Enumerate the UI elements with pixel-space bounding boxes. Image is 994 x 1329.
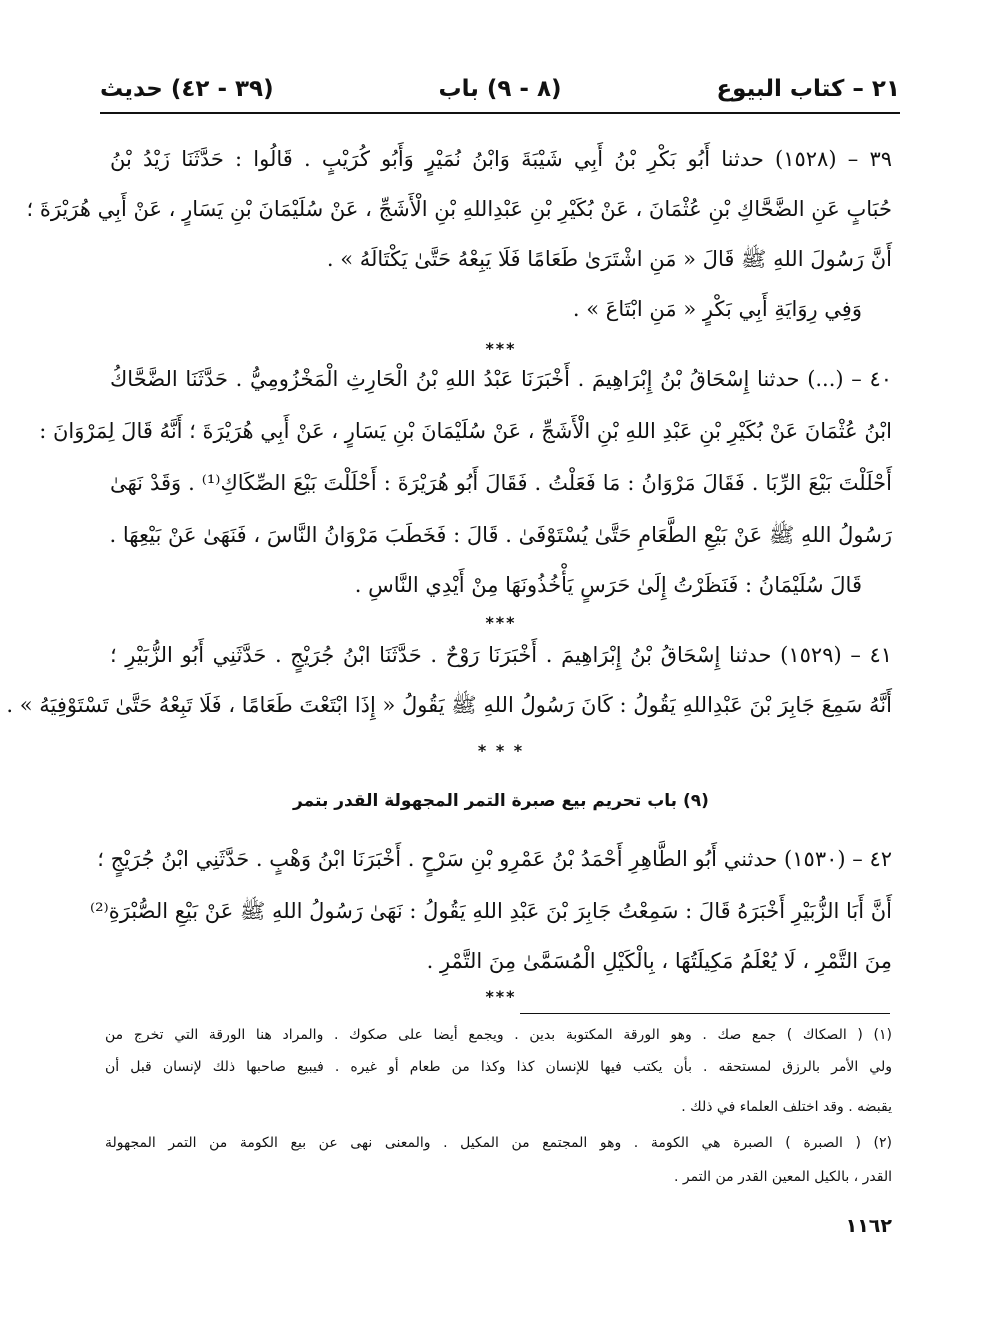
hadith-42-line-1: ٤٢ – (١٥٣٠) حدثني أَبُو الطَّاهِرِ أَحْمَدُ بْنُ عَمْرِو بْنِ سَرْحٍ . أَخْبَرَنَا ابْنُ وَهْبٍ . حَدَّثَنِي ابْنُ جُرَيْجٍ ؛ — [97, 847, 892, 871]
hadith-39-line-3: أَنَّ رَسُولَ اللهِ ﷺ قَالَ « مَنِ اشْتَرَىٰ طَعَامًا فَلَا يَبِعْهُ حَتَّىٰ يَكْتَالَهُ » . — [326, 247, 892, 271]
hadith-42-line-2: أَنَّ أَبَا الزُّبَيْرِ أَخْبَرَهُ قَالَ : سَمِعْتُ جَابِرَ بْنَ عَبْدِ اللهِ يَقُولُ : نَهَىٰ رَسُولُ اللهِ ﷺ عَنْ بَيْعِ الصُّبْرَةِ⁽²⁾ — [89, 899, 892, 923]
hadith-40-line-3: أَحْلَلْتَ بَيْعَ الرِّبَا . فَقَالَ مَرْوَانُ : مَا فَعَلْتُ . فَقَالَ أَبُو هُرَيْرَةَ : أَحْلَلْتَ بَيْعَ الصِّكَاكِ⁽¹⁾ . وَقَدْ نَهَىٰ — [110, 471, 892, 495]
header-book-title: ٢١ – كتاب البيوع — [716, 76, 900, 102]
footnote-1-line-2: ولي الأمر بالرزق لمستحقه . بأن يكتب فيها للإنسان كذا وكذا من طعام أو غيره . فيبيع صاحبها ذلك لإنسان قبل أن — [105, 1059, 892, 1075]
hadith-39-line-1: ٣٩ – (١٥٢٨) حدثنا أَبُو بَكْرِ بْنُ أَبِي شَيْبَةَ وَابْنُ نُمَيْرٍ وَأَبُو كُرَيْبٍ . قَالُوا : حَدَّثَنَا زَيْدُ بْنُ — [110, 147, 893, 171]
section-separator: *** — [485, 613, 517, 632]
page-number: ١١٦٢ — [845, 1215, 892, 1237]
footnote-divider — [520, 1013, 890, 1014]
section-separator: *** — [485, 339, 517, 358]
section-separator: * * * — [477, 741, 525, 760]
hadith-42-line-3: مِنَ التَّمْرِ ، لَا يُعْلَمُ مَكِيلَتُهَا ، بِالْكَيْلِ الْمُسَمَّىٰ مِنَ التَّمْرِ . — [426, 949, 892, 973]
header-chapter-range: (٨ - ٩) باب — [438, 76, 562, 102]
running-header — [100, 68, 900, 108]
footnote-1-line-1: (١) ( الصكاك ) جمع صك . وهو الورقة المكتوبة بدين . ويجمع أيضا على صكوك . والمراد هنا الورقة التي تخرج من — [105, 1027, 892, 1043]
hadith-39-line-2: حُبَابٍ عَنِ الضَّحَّاكِ بْنِ عُثْمَانَ ، عَنْ بُكَيْرِ بْنِ عَبْدِاللهِ بْنِ الْأَشَجِّ ، عَنْ سُلَيْمَانَ بْنِ يَسَارٍ ، عَنْ أَبِي هُرَيْرَةَ ؛ — [26, 197, 892, 221]
section-separator: *** — [485, 987, 517, 1006]
hadith-40-line-1: ٤٠ – (...) حدثنا إِسْحَاقُ بْنُ إِبْرَاهِيمَ . أَخْبَرَنَا عَبْدُ اللهِ بْنُ الْحَارِثِ الْمَخْزُومِيُّ . حَدَّثَنَا الضَّحَّاكُ — [110, 367, 892, 391]
hadith-40-line-5: قَالَ سُلَيْمَانُ : فَنَظَرْتُ إِلَىٰ حَرَسٍ يَأْخُذُونَهَا مِنْ أَيْدِي النَّاسِ . — [354, 573, 862, 597]
header-divider — [100, 112, 900, 114]
hadith-41-line-1: ٤١ – (١٥٢٩) حدثنا إِسْحَاقُ بْنُ إِبْرَاهِيمَ . أَخْبَرَنَا رَوْحٌ . حَدَّثَنَا ابْنُ جُرَيْجٍ . حَدَّثَنِي أَبُو الزُّبَيْرِ ؛ — [110, 643, 893, 667]
hadith-41-line-2: أَنَّهُ سَمِعَ جَابِرَ بْنَ عَبْدِاللهِ يَقُولُ : كَانَ رَسُولُ اللهِ ﷺ يَقُولُ « إِذَا ابْتَعْتَ طَعَامًا ، فَلَا تَبِعْهُ حَتَّىٰ تَسْتَوْفِيَهُ » . — [6, 693, 892, 717]
hadith-40-line-4: رَسُولُ اللهِ ﷺ عَنْ بَيْعِ الطَّعَامِ حَتَّىٰ يُسْتَوْفَىٰ . قَالَ : فَخَطَبَ مَرْوَانُ النَّاسَ ، فَنَهَىٰ عَنْ بَيْعِهَا . — [109, 523, 892, 547]
footnote-2-line-1: (٢) ( الصبرة ) الصبرة هي الكومة . وهو المجتمع من المكيل . والمعنى نهى عن بيع الكومة من التمر المجهولة — [105, 1135, 892, 1151]
footnote-2-line-2: القدر ، بالكيل المعين القدر من التمر . — [673, 1169, 892, 1185]
hadith-39-line-4: وَفِي رِوَايَةِ أَبِي بَكْرٍ « مَنِ ابْتَاعَ » . — [572, 297, 862, 321]
hadith-40-line-2: ابْنُ عُثْمَانَ عَنْ بُكَيْرِ بْنِ عَبْدِ اللهِ بْنِ الْأَشَجِّ ، عَنْ سُلَيْمَانَ بْنِ يَسَارٍ ، عَنْ أَبِي هُرَيْرَةَ ؛ أَنَّهُ قَالَ لِمَرْوَانَ : — [39, 419, 892, 443]
footnote-1-line-3: يقبضه . وقد اختلف العلماء في ذلك . — [681, 1099, 892, 1115]
chapter-heading: (٩) باب تحريم بيع صبرة التمر المجهولة القدر بتمر — [293, 791, 709, 811]
header-hadith-range: (٣٩ - ٤٢) حديث — [100, 76, 274, 102]
